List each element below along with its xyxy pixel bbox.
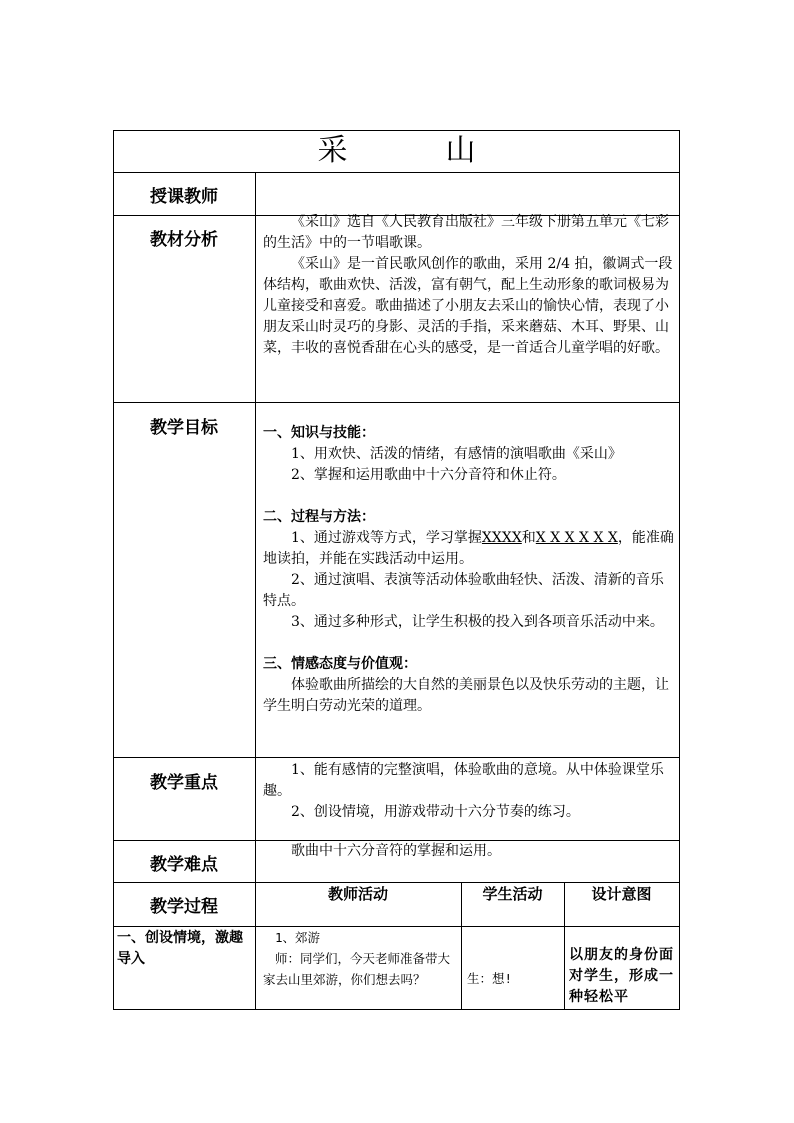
design-intent: 以朋友的身份面对学生，形成一种轻松平 [569,947,674,1005]
key-content [263,760,675,823]
teacher-activity-line: 师：同学们，今天老师准备带大家去山里郊游，你们想去吗？ [263,951,451,987]
goal-section-title: 一、知识与技能： [263,425,375,441]
goal-item: 1、用欢快、活泼的情绪，有感情的演唱歌曲《采山》 [291,446,622,462]
rhythm-pattern-1: XXXX [481,530,522,546]
analysis-label: 教材分析 [150,230,218,250]
lesson-plan-table [113,130,680,1010]
goal-item: 2、通过演唱、表演等活动体验歌曲轻快、活泼、清新的音乐特点。 [263,572,664,609]
rhythm-pattern-2: X X X X X X [535,530,618,546]
process-label: 教学过程 [150,897,218,917]
key-label: 教学重点 [150,773,218,793]
analysis-paragraph: 《采山》是一首民歌风创作的歌曲，采用 2/4 拍，徽调式一段体结构，歌曲欢快、活泼，富有朝气，配上生动形象的歌词极易为儿童接受和喜爱。歌曲描述了小朋友去采山的愉快心情，表现了小朋友采山时灵巧的身影、灵活的手指，采来蘑菇、木耳、野果、山菜，丰收的喜悦香甜在心头的感受，是一首适合儿童学唱的好歌。 [263,256,673,356]
goals-content [263,423,675,717]
goal-section-title: 三、情感态度与价值观： [263,656,417,672]
goal-item: 2、掌握和运用歌曲中十六分音符和休止符。 [291,467,566,483]
difficulty-label: 教学难点 [150,855,218,875]
col-student-activity: 学生活动 [482,885,543,903]
stage-title: 一、创设情境，激趣导入 [117,930,243,967]
goal-item: 3、通过多种形式，让学生积极的投入到各项音乐活动中来。 [291,614,664,630]
difficulty-text: 歌曲中十六分音符的掌握和运用。 [291,843,501,859]
goal-section-title: 二、过程与方法： [263,509,375,525]
key-item: 2、创设情境，用游戏带动十六分节奏的练习。 [291,804,580,820]
key-item: 1、能有感情的完整演唱，体验歌曲的意境。从中体验课堂乐趣。 [263,762,664,799]
page-title: 采 山 [317,133,510,168]
goal-item: 1、通过游戏等方式，学习掌握XXXX和X X X X X X，能准确地读拍，并能在实践活动中运用。 [263,530,674,567]
analysis-content [263,212,675,359]
teacher-label: 授课教师 [150,187,218,207]
col-teacher-activity: 教师活动 [327,885,388,903]
goals-label: 教学目标 [150,418,218,438]
col-design-intent: 设计意图 [591,885,652,903]
goal-item: 体验歌曲所描绘的大自然的美丽景色以及快乐劳动的主题，让学生明白劳动光荣的道理。 [263,677,669,714]
student-activity: 生：想! [467,971,513,986]
teacher-activity-line: 1、郊游 [275,930,321,945]
teacher-activity [263,927,457,990]
analysis-paragraph: 《采山》选自《人民教育出版社》三年级下册第五单元《七彩的生活》中的一节唱歌课。 [263,214,669,251]
difficulty-content [263,841,675,862]
